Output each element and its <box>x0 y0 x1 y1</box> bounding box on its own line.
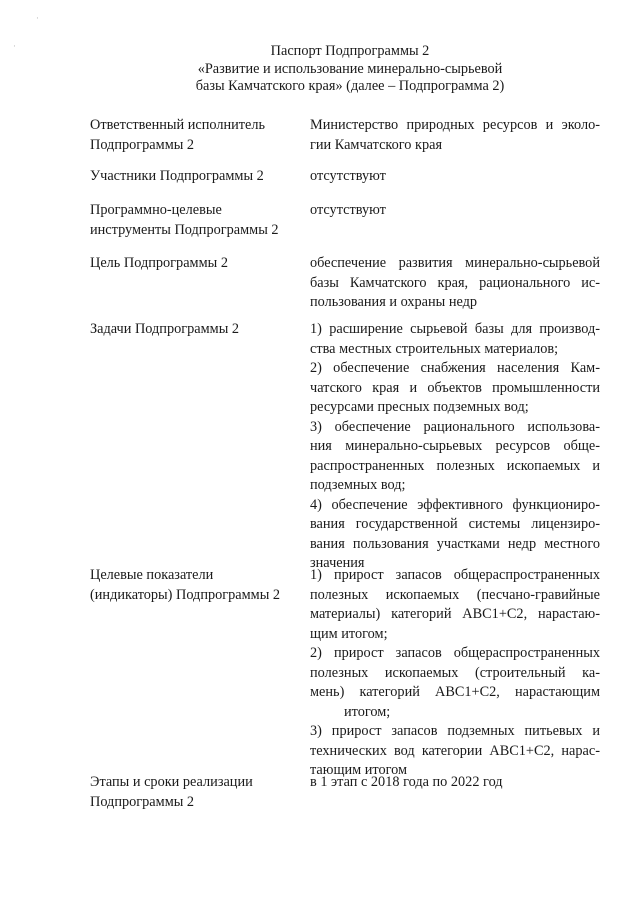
value-line: распространенных полезных ископаемых и <box>310 457 600 474</box>
label-line: Целевые показатели <box>90 567 214 583</box>
value-line: 2) прирост запасов общераспространенных <box>310 645 600 661</box>
label-line: Подпрограммы 2 <box>90 136 195 153</box>
value-line: в 1 этап с 2018 года по 2022 год <box>310 774 503 790</box>
value-line: мень) категорий АВС1+С2, нарастающим <box>310 684 600 700</box>
title-line: Паспорт Подпрограммы 2 <box>270 43 430 59</box>
scan-speck: · <box>13 42 16 52</box>
value-line: итогом; <box>344 703 391 720</box>
row-label <box>90 566 305 605</box>
document-title <box>150 43 550 96</box>
value-line: ния минерально-сырьевых ресурсов обще- <box>310 438 600 454</box>
label-line: Задачи Подпрограммы 2 <box>90 321 240 337</box>
label-line: (индикаторы) Подпрограммы 2 <box>90 586 281 603</box>
row-label <box>90 254 305 274</box>
value-line: значения <box>310 555 365 571</box>
value-line: базы Камчатского края, рационального ис- <box>310 274 600 291</box>
row-value <box>310 167 600 187</box>
value-line: 3) обеспечение рационального использова- <box>310 418 600 435</box>
row-label <box>90 320 305 340</box>
value-line: тающим итогом <box>310 762 408 778</box>
row-value <box>310 201 600 221</box>
label-line: Этапы и сроки реализации <box>90 774 253 790</box>
row-value <box>310 566 600 781</box>
label-line: Программно-целевые <box>90 202 222 218</box>
row-label <box>90 116 305 155</box>
value-line: пользования и охраны недр <box>310 294 478 310</box>
value-line: Министерство природных ресурсов и эколо- <box>310 117 600 133</box>
row-value <box>310 773 600 793</box>
label-line: Подпрограммы 2 <box>90 793 195 810</box>
value-line: подземных вод; <box>310 477 406 493</box>
row-value <box>310 320 600 574</box>
value-line: материалы) категорий АВС1+С2, нарастаю- <box>310 606 600 622</box>
row-value <box>310 116 600 155</box>
label-line: инструменты Подпрограммы 2 <box>90 221 279 238</box>
value-line: отсутствуют <box>310 168 386 184</box>
value-line: ресурсами пресных подземных вод; <box>310 399 529 415</box>
title-line: «Развитие и использование минерально-сырьевой <box>197 60 503 77</box>
label-line: Участники Подпрограммы 2 <box>90 168 264 184</box>
value-line: чатского края и объектов промышленности <box>310 379 600 396</box>
value-line: полезных ископаемых (песчано-гравийные <box>310 586 600 603</box>
row-label <box>90 167 305 187</box>
value-line: 3) прирост запасов подземных питьевых и <box>310 723 600 739</box>
value-line: полезных ископаемых (строительный ка- <box>310 664 600 681</box>
value-line: 1) прирост запасов общераспространенных <box>310 567 600 583</box>
value-line: отсутствуют <box>310 202 386 218</box>
label-line: Ответственный исполнитель <box>90 117 266 133</box>
row-label <box>90 773 305 812</box>
title-line: базы Камчатского края» (далее – Подпрограмма 2) <box>195 78 505 94</box>
value-line: гии Камчатского края <box>310 136 443 153</box>
row-value <box>310 254 600 313</box>
value-line: 1) расширение сырьевой базы для производ- <box>310 321 600 337</box>
value-line: 4) обеспечение эффективного функциониро- <box>310 496 600 513</box>
label-line: Цель Подпрограммы 2 <box>90 255 228 271</box>
scan-speck: · <box>36 14 39 24</box>
value-line: вания государственной системы лицензиро- <box>310 516 600 532</box>
value-line: вания пользования участками недр местного <box>310 535 600 552</box>
value-line: щим итогом; <box>310 625 388 642</box>
value-line: 2) обеспечение снабжения населения Кам- <box>310 360 600 376</box>
value-line: технических вод категории АВС1+С2, нарас- <box>310 742 600 759</box>
row-label <box>90 201 305 240</box>
value-line: ства местных строительных материалов; <box>310 340 559 357</box>
value-line: обеспечение развития минерально-сырьевой <box>310 255 600 271</box>
